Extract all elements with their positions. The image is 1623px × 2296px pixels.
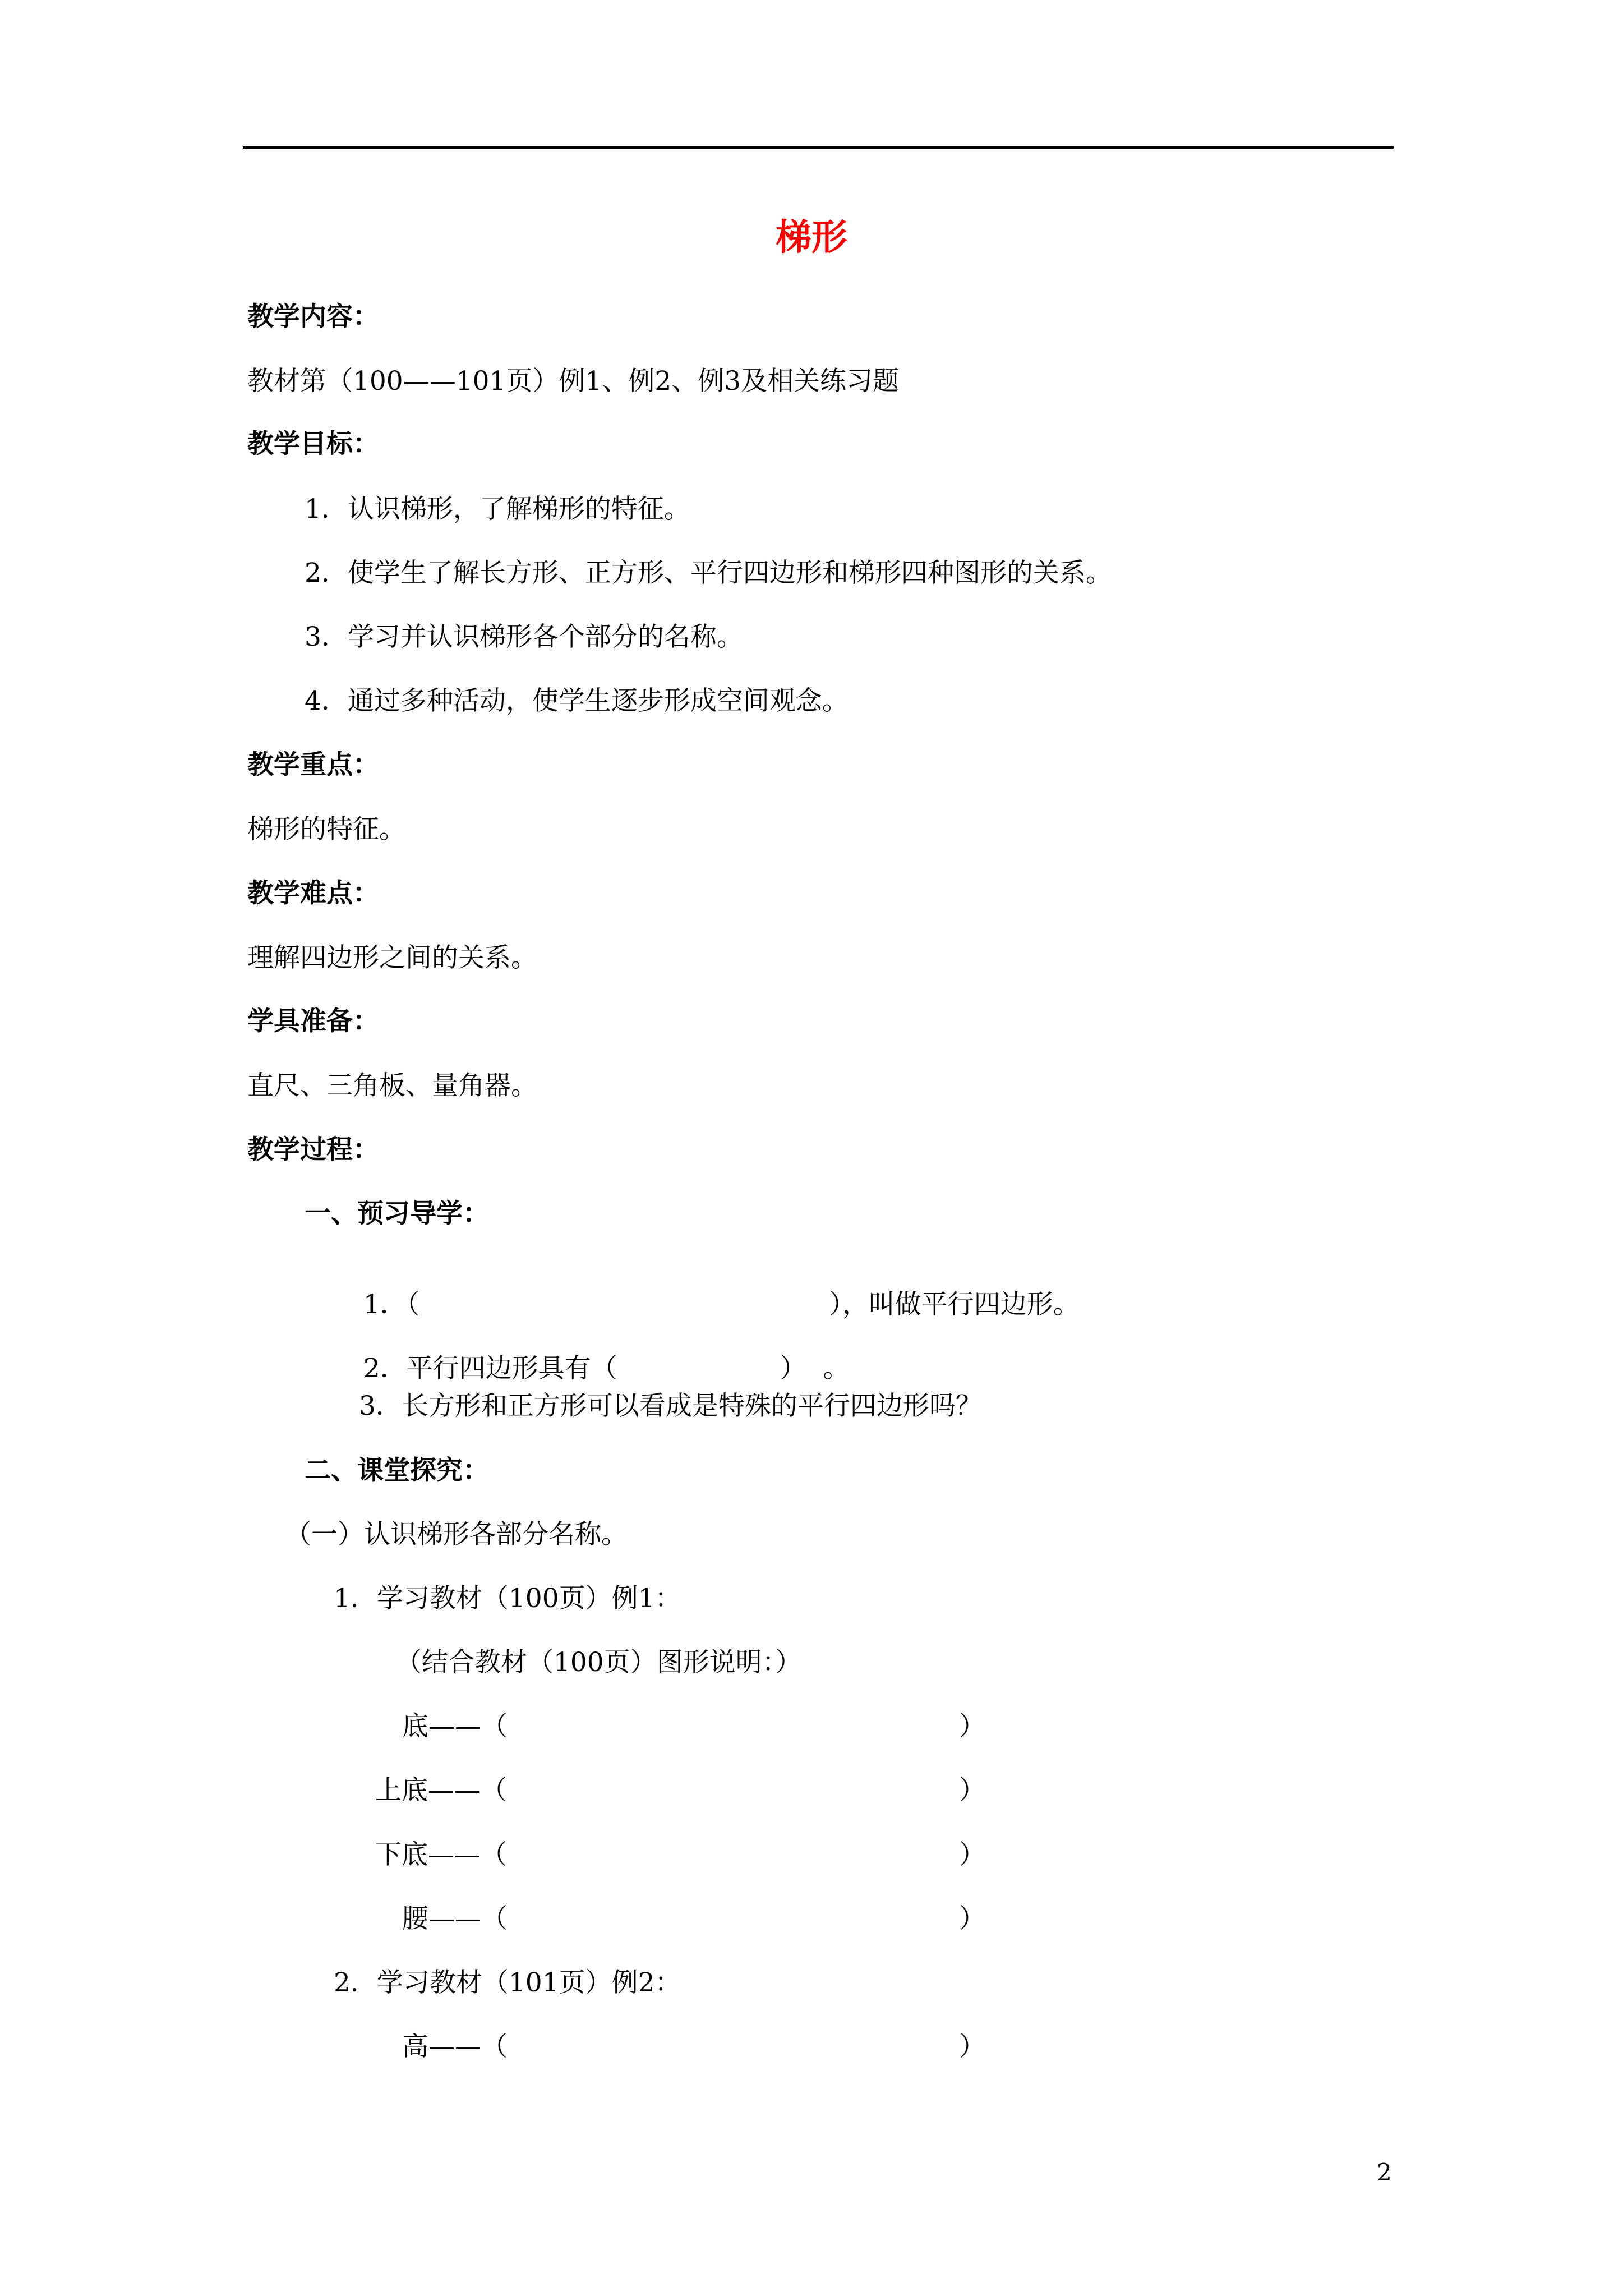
term-top-base: 上底——（: [375, 1775, 507, 1806]
term-close: ）: [959, 1839, 985, 1870]
content-heading: 教学内容：: [247, 301, 379, 332]
term-bottom-base: 底——（: [402, 1711, 508, 1742]
preview-q2-close: ） 。: [780, 1353, 850, 1384]
header-rule: [243, 146, 1394, 149]
goal-item: 3．学习并认识梯形各个部分的名称。: [305, 622, 743, 652]
term-close: ）: [959, 1903, 985, 1934]
difficulty-heading: 教学难点：: [247, 878, 379, 909]
preview-q2-open: 2．平行四边形具有（: [363, 1353, 617, 1384]
goals-heading: 教学目标：: [247, 429, 379, 459]
term-leg: 腰——（: [402, 1903, 508, 1934]
section1-heading: 一、预习导学：: [305, 1198, 489, 1229]
preview-q1-close: ），叫做平行四边形。: [829, 1289, 1080, 1320]
tools-heading: 学具准备：: [247, 1006, 379, 1037]
preview-q2: [347, 1329, 850, 1382]
study-item-1: 1．学习教材（100页）例1：: [334, 1583, 681, 1614]
term-close: ）: [959, 2031, 985, 2062]
sub-heading-1: （一）认识梯形各部分名称。: [285, 1519, 628, 1550]
preview-q1: [347, 1265, 1080, 1318]
study-note: （结合教材（100页）图形说明：）: [395, 1647, 802, 1678]
goal-item: 1．认识梯形，了解梯形的特征。: [305, 494, 690, 524]
term-lower-base: 下底——（: [375, 1839, 507, 1870]
key-heading: 教学重点：: [247, 749, 379, 780]
process-heading: 教学过程：: [247, 1134, 379, 1165]
content-text: 教材第（100——101页）例1、例2、例3及相关练习题: [247, 366, 900, 397]
term-close: ）: [959, 1711, 985, 1742]
difficulty-text: 理解四边形之间的关系。: [247, 942, 537, 973]
preview-q3: 3．长方形和正方形可以看成是特殊的平行四边形吗？: [359, 1391, 982, 1421]
goal-item: 2．使学生了解长方形、正方形、平行四边形和梯形四种图形的关系。: [305, 558, 1112, 588]
preview-q1-open: 1．（: [363, 1289, 420, 1320]
key-text: 梯形的特征。: [247, 814, 405, 845]
page-number: 2: [1377, 2159, 1392, 2186]
goal-item: 4．通过多种活动，使学生逐步形成空间观念。: [305, 685, 849, 716]
tools-text: 直尺、三角板、量角器。: [247, 1070, 537, 1101]
term-close: ）: [959, 1775, 985, 1806]
term-height: 高——（: [402, 2031, 508, 2062]
section2-heading: 二、课堂探究：: [305, 1455, 489, 1486]
study-item-2: 2．学习教材（101页）例2：: [334, 1967, 681, 1998]
page-title: 梯形: [776, 217, 847, 259]
